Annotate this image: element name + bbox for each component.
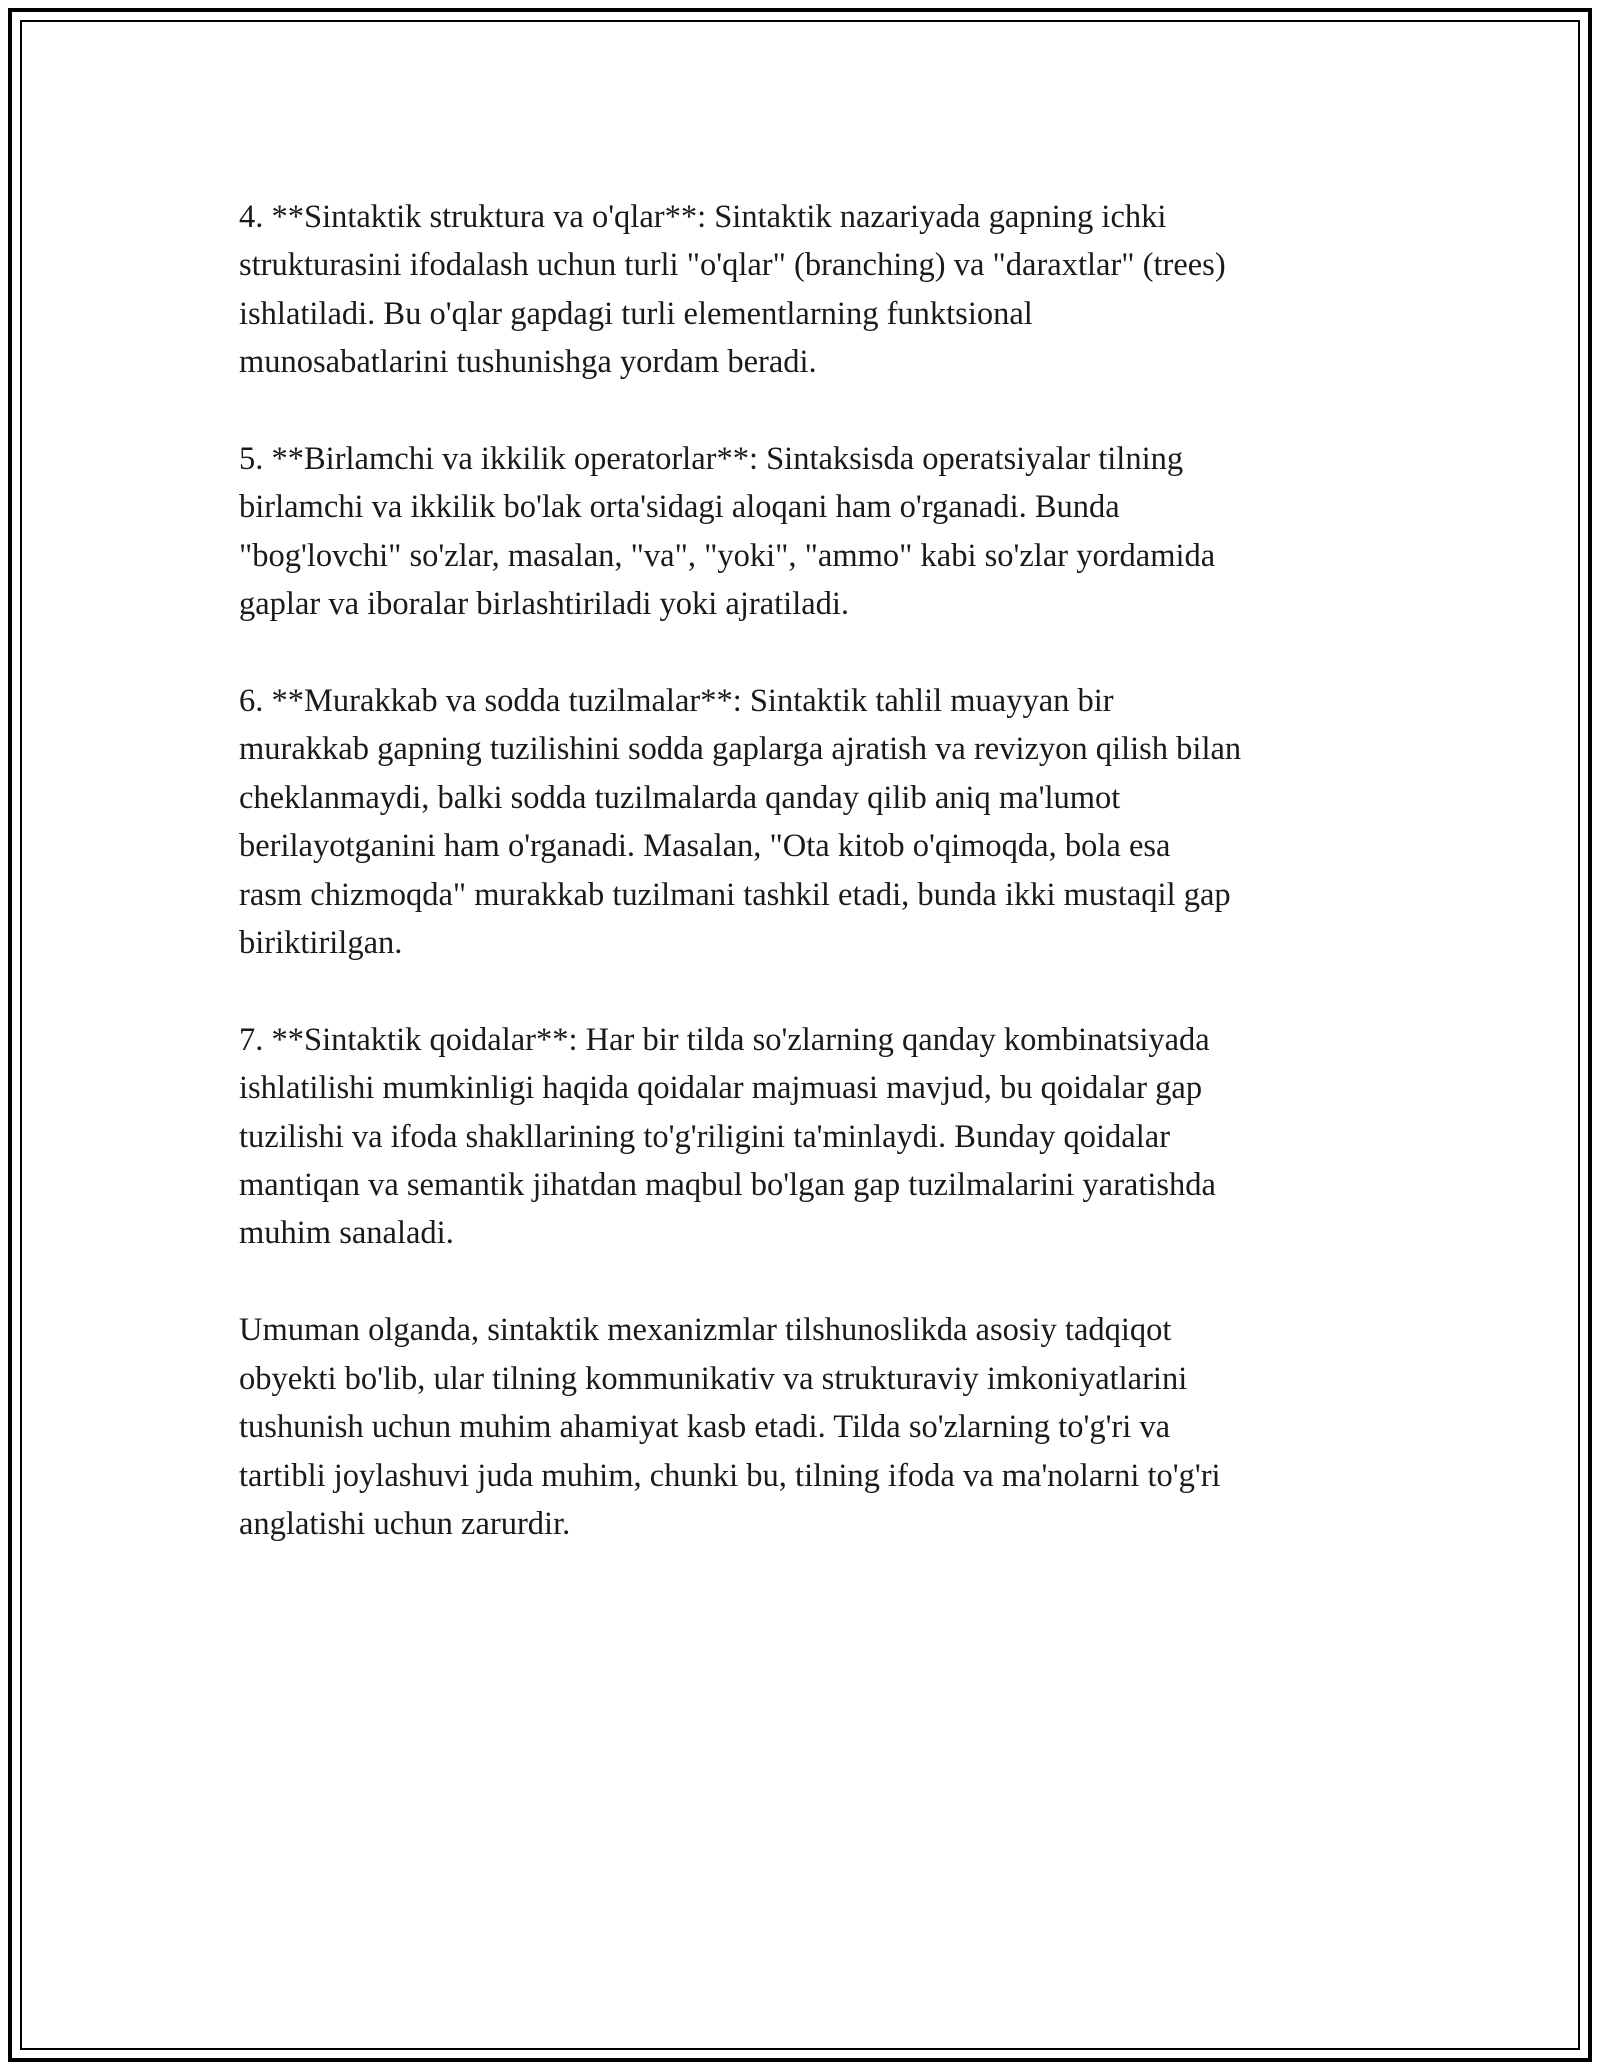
text-line: murakkab gapning tuzilishini sodda gaplarga ajratish va revizyon qilish bilan — [239, 731, 1242, 768]
text-line: munosabatlarini tushunishga yordam beradi. — [239, 344, 817, 381]
text-line: anglatishi uchun zarurdir. — [239, 1505, 571, 1542]
text-line: "bog'lovchi" so'zlar, masalan, "va", "yoki", "ammo" kabi so'zlar yordamida — [239, 537, 1216, 574]
text-line: 4. **Sintaktik struktura va o'qlar**: Sintaktik nazariyada gapning ichki — [239, 199, 1167, 235]
text-line: ishlatiladi. Bu o'qlar gapdagi turli elementlarning funktsional — [239, 295, 1033, 332]
text-line: mantiqan va semantik jihatdan maqbul bo'lgan gap tuzilmalarini yaratishda — [239, 1167, 1216, 1204]
paragraph-conclusion — [239, 1306, 1389, 1548]
paragraph-5-operators — [239, 435, 1389, 629]
text-line: rasm chizmoqda" murakkab tuzilmani tashkil etadi, bunda ikki mustaqil gap — [239, 876, 1231, 913]
text-line: muhim sanaladi. — [239, 1215, 454, 1252]
text-line: berilayotganini ham o'rganadi. Masalan, "Ota kitob o'qimoqda, bola esa — [239, 828, 1171, 865]
document-page — [8, 8, 1592, 2062]
text-line: 6. **Murakkab va sodda tuzilmalar**: Sintaktik tahlil muayyan bir — [239, 683, 1114, 720]
text-line: ishlatilishi mumkinligi haqida qoidalar majmuasi mavjud, bu qoidalar gap — [239, 1070, 1203, 1107]
paragraph-7-rules — [239, 1016, 1389, 1258]
text-line: 7. **Sintaktik qoidalar**: Har bir tilda so'zlarning qanday kombinatsiyada — [239, 1021, 1210, 1058]
text-line: tartibli joylashuvi juda muhim, chunki bu, tilning ifoda va ma'nolarni to'g'ri — [239, 1457, 1221, 1494]
text-line: 5. **Birlamchi va ikkilik operatorlar**: Sintaksisda operatsiyalar tilning — [239, 441, 1184, 478]
text-line: cheklanmaydi, balki sodda tuzilmalarda qanday qilib aniq ma'lumot — [239, 779, 1121, 816]
text-line: obyekti bo'lib, ular tilning kommunikativ va strukturaviy imkoniyatlarini — [239, 1360, 1188, 1397]
text-line: strukturasini ifodalash uchun turli "o'qlar" (branching) va "daraxtlar" (trees) — [239, 247, 1226, 284]
document-body — [239, 193, 1389, 1597]
paragraph-4-syntactic-structure — [239, 193, 1389, 387]
text-line: Umuman olganda, sintaktik mexanizmlar tilshunoslikda asosiy tadqiqot — [239, 1312, 1172, 1349]
text-line: biriktirilgan. — [239, 925, 403, 962]
text-line: tuzilishi va ifoda shakllarining to'g'riligini ta'minlaydi. Bunday qoidalar — [239, 1118, 1171, 1155]
text-line: tushunish uchun muhim ahamiyat kasb etadi. Tilda so'zlarning to'g'ri va — [239, 1409, 1171, 1446]
text-line: gaplar va iboralar birlashtiriladi yoki ajratiladi. — [239, 586, 850, 623]
text-line: birlamchi va ikkilik bo'lak orta'sidagi aloqani ham o'rganadi. Bunda — [239, 489, 1120, 526]
paragraph-6-structures — [239, 677, 1389, 967]
